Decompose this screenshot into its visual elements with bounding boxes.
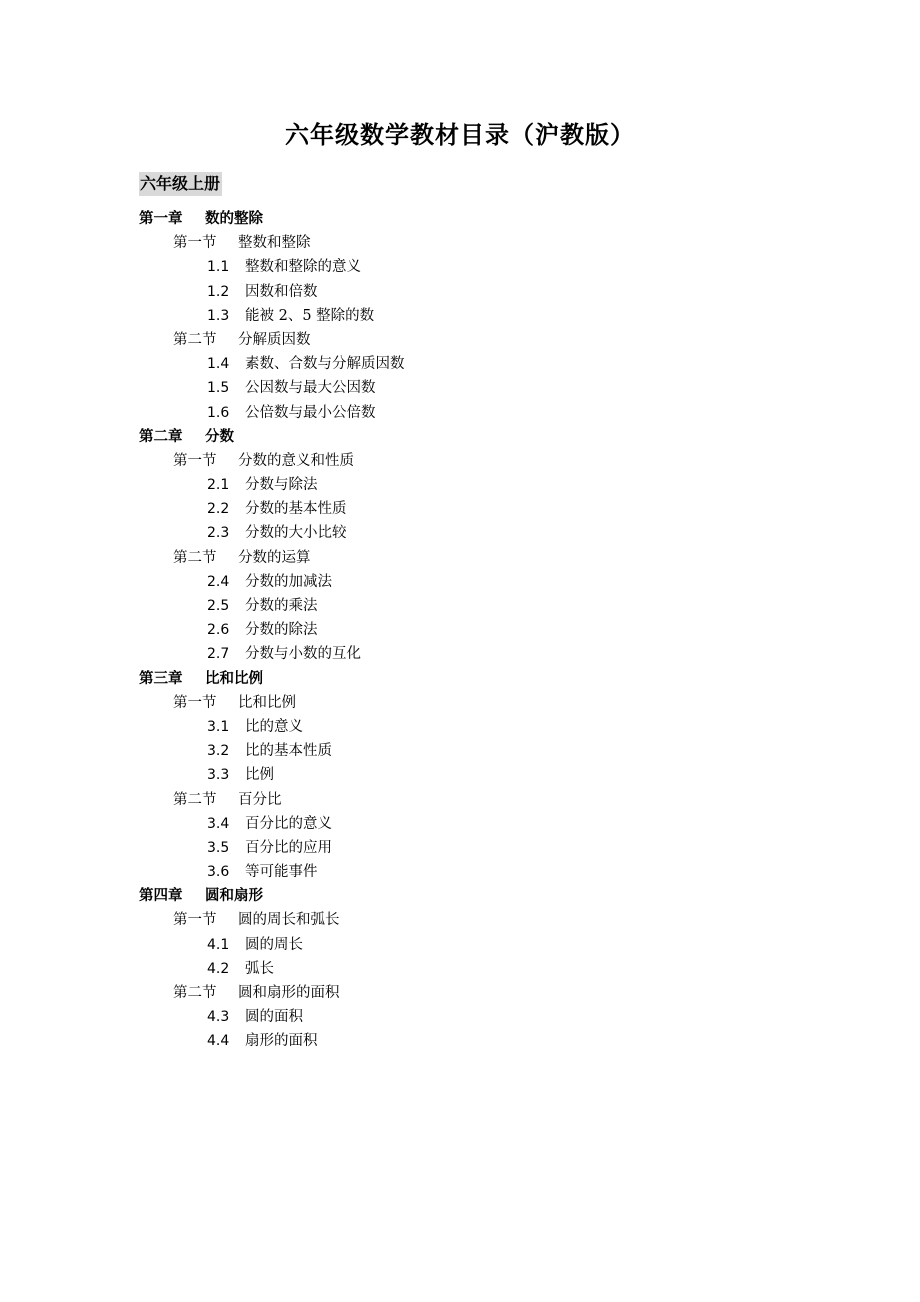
toc-lesson-number: 3.4 bbox=[207, 815, 230, 832]
toc-lesson-row bbox=[139, 255, 880, 279]
toc-section-title: 整数和整除 bbox=[238, 235, 311, 252]
toc-section-row bbox=[139, 908, 880, 932]
toc-lesson-number: 3.6 bbox=[207, 864, 230, 881]
toc-section-title: 分数的运算 bbox=[238, 549, 311, 566]
toc-lesson-title: 圆的周长 bbox=[245, 936, 303, 953]
toc-lesson-title: 分数的加减法 bbox=[245, 573, 332, 590]
toc-lesson-row bbox=[139, 376, 880, 400]
toc-lesson-title: 分数与除法 bbox=[245, 477, 318, 494]
toc-section-number: 第一节 bbox=[173, 694, 217, 711]
toc-lesson-title: 等可能事件 bbox=[245, 864, 318, 881]
toc-lesson-number: 1.4 bbox=[207, 356, 230, 373]
toc-lesson-title: 公因数与最大公因数 bbox=[245, 380, 376, 397]
toc-lesson-number: 1.6 bbox=[207, 404, 230, 421]
toc-lesson-number: 2.5 bbox=[207, 598, 230, 614]
toc-lesson-title: 比例 bbox=[245, 767, 274, 784]
toc-section-row bbox=[139, 981, 880, 1005]
toc-lesson-title: 素数、合数与分解质因数 bbox=[245, 356, 405, 373]
toc-lesson-title: 因数和倍数 bbox=[245, 283, 318, 300]
toc-chapter-number: 第四章 bbox=[139, 888, 183, 905]
toc-lesson-row bbox=[139, 860, 880, 884]
toc-lesson-title: 圆的面积 bbox=[245, 1009, 303, 1026]
toc-lesson-number: 3.1 bbox=[207, 718, 230, 735]
toc-lesson-row bbox=[139, 763, 880, 787]
toc-lesson-row bbox=[139, 352, 880, 376]
toc-lesson-number: 4.1 bbox=[207, 936, 230, 953]
toc-lesson-title: 比的意义 bbox=[245, 718, 303, 735]
toc-lesson-title: 百分比的意义 bbox=[245, 815, 332, 832]
toc-lesson-row bbox=[139, 473, 880, 497]
toc-lesson-title: 百分比的应用 bbox=[245, 839, 332, 856]
toc-section-title: 分数的意义和性质 bbox=[238, 452, 354, 469]
document-title: 六年级数学教材目录（沪教版） bbox=[285, 120, 635, 149]
toc-lesson-number: 3.2 bbox=[207, 743, 230, 760]
toc-lesson-title: 整数和整除的意义 bbox=[245, 259, 361, 276]
toc-section-number: 第二节 bbox=[173, 791, 217, 808]
toc-section-row bbox=[139, 788, 880, 812]
toc-lesson-title: 公倍数与最小公倍数 bbox=[245, 404, 376, 421]
toc-section-title: 分解质因数 bbox=[238, 331, 311, 348]
toc-lesson-number: 4.2 bbox=[207, 960, 230, 977]
toc-chapter-row bbox=[139, 425, 880, 449]
toc-lesson-number: 2.4 bbox=[207, 573, 230, 590]
toc-lesson-title: 分数的除法 bbox=[245, 622, 318, 639]
toc-section-title: 圆的周长和弧长 bbox=[238, 912, 340, 929]
toc-lesson-number: 4.3 bbox=[207, 1009, 230, 1026]
toc-section-number: 第一节 bbox=[173, 235, 217, 252]
toc-section-row bbox=[139, 449, 880, 473]
toc-lesson-row bbox=[139, 812, 880, 836]
toc-lesson-row bbox=[139, 594, 880, 618]
toc-lesson-row bbox=[139, 836, 880, 860]
toc-lesson-number: 1.1 bbox=[207, 259, 230, 276]
toc-section-title: 圆和扇形的面积 bbox=[238, 985, 340, 1001]
toc-lesson-title: 分数的乘法 bbox=[245, 598, 318, 614]
toc-lesson-number: 4.4 bbox=[207, 1033, 230, 1050]
toc-chapter-number: 第三章 bbox=[139, 670, 183, 687]
volume-heading: 六年级上册 bbox=[139, 172, 222, 196]
toc-lesson-number: 2.3 bbox=[207, 525, 230, 542]
toc-lesson-title: 比的基本性质 bbox=[245, 743, 332, 760]
toc-lesson-number: 2.6 bbox=[207, 622, 230, 639]
toc-lesson-row bbox=[139, 497, 880, 521]
toc-lesson-number: 3.3 bbox=[207, 767, 230, 784]
toc-lesson-row bbox=[139, 1029, 880, 1053]
toc-lesson-row bbox=[139, 715, 880, 739]
toc-section-row bbox=[139, 231, 880, 255]
toc-lesson-row bbox=[139, 570, 880, 594]
toc-chapter-number: 第一章 bbox=[139, 211, 183, 227]
toc-section-number: 第二节 bbox=[173, 331, 217, 348]
toc-lesson-number: 3.5 bbox=[207, 839, 230, 856]
toc-lesson-row bbox=[139, 304, 880, 328]
toc-section-row bbox=[139, 691, 880, 715]
toc-lesson-number: 2.2 bbox=[207, 501, 230, 518]
toc-section-title: 比和比例 bbox=[238, 694, 296, 711]
toc-lesson-row bbox=[139, 1005, 880, 1029]
toc-chapter-number: 第二章 bbox=[139, 428, 183, 445]
toc-lesson-row bbox=[139, 280, 880, 304]
toc-lesson-title: 分数的基本性质 bbox=[245, 501, 347, 518]
toc-lesson-row bbox=[139, 642, 880, 666]
toc-lesson-row bbox=[139, 739, 880, 763]
toc-section-title: 百分比 bbox=[238, 791, 282, 808]
toc-lesson-title: 能被 2、5 整除的数 bbox=[245, 307, 375, 324]
toc-lesson-number: 1.5 bbox=[207, 380, 230, 397]
toc-lesson-number: 1.2 bbox=[207, 283, 230, 300]
table-of-contents bbox=[139, 207, 880, 1054]
toc-lesson-row bbox=[139, 401, 880, 425]
toc-lesson-title: 分数与小数的互化 bbox=[245, 646, 361, 663]
toc-section-number: 第一节 bbox=[173, 452, 217, 469]
toc-section-number: 第二节 bbox=[173, 985, 217, 1001]
toc-chapter-title: 比和比例 bbox=[205, 670, 263, 687]
toc-chapter-row bbox=[139, 667, 880, 691]
toc-chapter-title: 圆和扇形 bbox=[205, 888, 263, 905]
toc-lesson-number: 2.1 bbox=[207, 477, 230, 494]
toc-chapter-title: 数的整除 bbox=[205, 211, 263, 227]
toc-lesson-title: 弧长 bbox=[245, 960, 274, 977]
toc-section-row bbox=[139, 328, 880, 352]
toc-lesson-row bbox=[139, 957, 880, 981]
toc-lesson-row bbox=[139, 933, 880, 957]
toc-lesson-title: 分数的大小比较 bbox=[245, 525, 347, 542]
toc-chapter-row bbox=[139, 207, 880, 231]
toc-chapter-title: 分数 bbox=[205, 428, 234, 445]
toc-lesson-row bbox=[139, 618, 880, 642]
toc-section-number: 第二节 bbox=[173, 549, 217, 566]
toc-section-row bbox=[139, 546, 880, 570]
toc-section-number: 第一节 bbox=[173, 912, 217, 929]
toc-lesson-number: 1.3 bbox=[207, 307, 230, 324]
toc-lesson-row bbox=[139, 521, 880, 545]
toc-chapter-row bbox=[139, 884, 880, 908]
toc-lesson-title: 扇形的面积 bbox=[245, 1033, 318, 1050]
toc-lesson-number: 2.7 bbox=[207, 646, 230, 663]
